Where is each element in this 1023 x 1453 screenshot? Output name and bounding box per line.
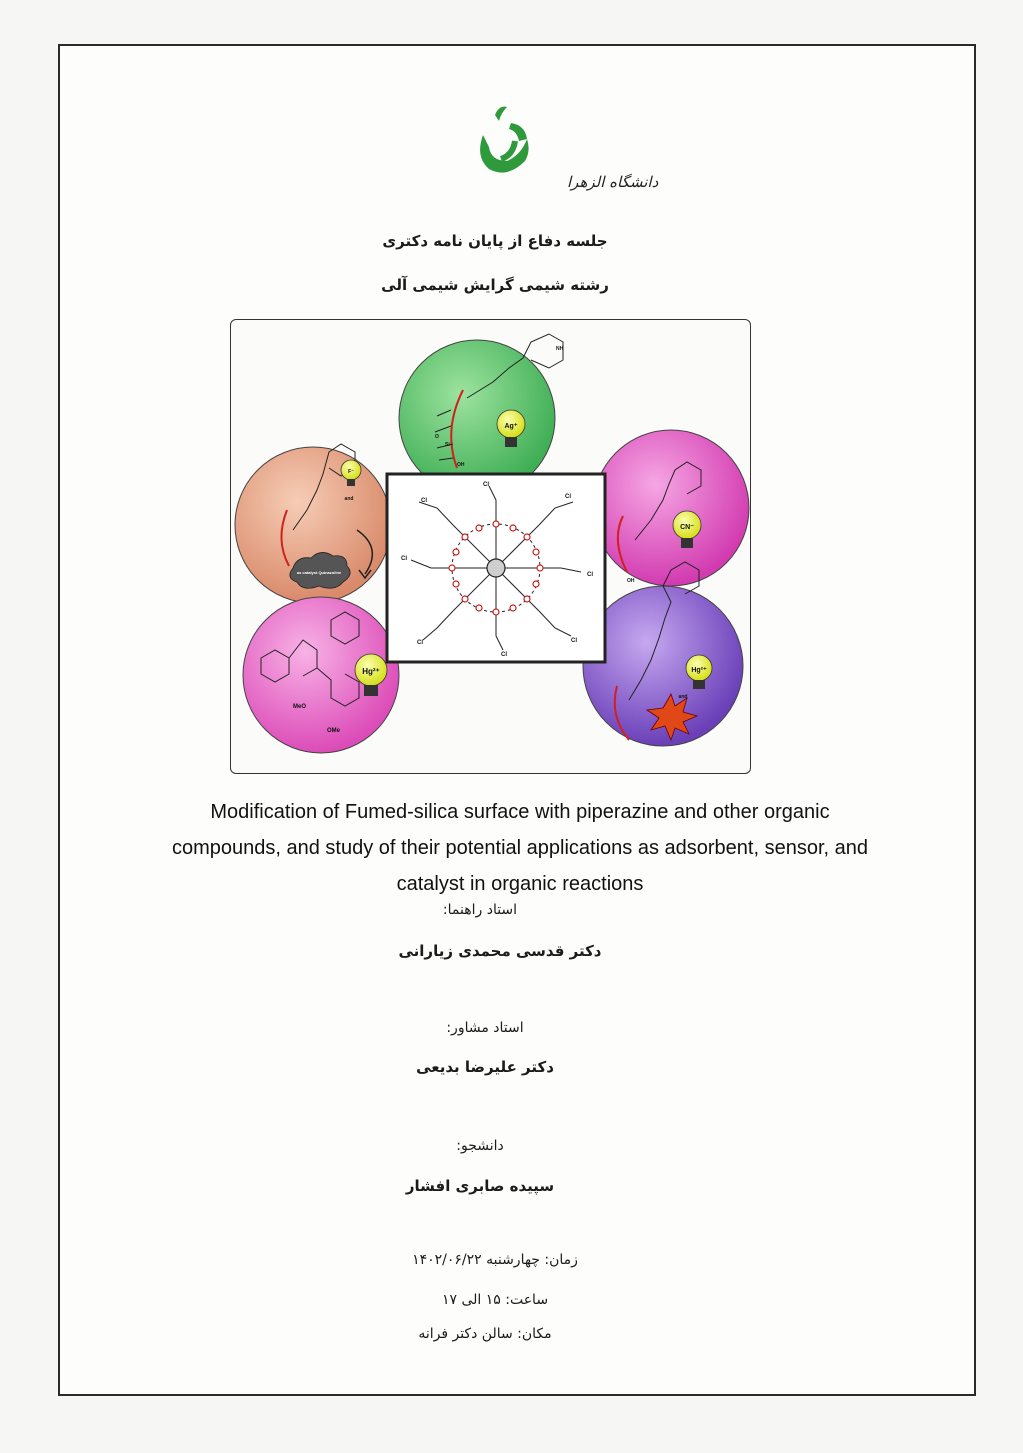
advisor-name: دکتر علیرضا بدیعی — [416, 1058, 554, 1076]
and-label: and — [344, 496, 354, 502]
catalyst-label: as catalyst Quinazoline — [296, 570, 342, 575]
defense-time: ساعت: ۱۵ الی ۱۷ — [441, 1292, 549, 1308]
cl-label: Cl — [565, 494, 571, 500]
supervisor-name: دکتر قدسی محمدی زیارانی — [398, 942, 602, 960]
student-label: دانشجو: — [456, 1138, 504, 1154]
logo-emblem-icon — [455, 95, 659, 195]
defense-location: مکان: سالن دکتر فرانه — [418, 1326, 552, 1342]
nh-label: NH — [556, 346, 564, 352]
logo-text: دانشگاه الزهرا — [567, 173, 659, 191]
o-label: O — [435, 434, 439, 440]
thesis-title-line: catalyst in organic reactions — [396, 873, 644, 895]
cl-label: Cl — [483, 482, 489, 488]
graphical-abstract-svg — [231, 320, 752, 775]
field-of-study: رشته شیمی گرایش شیمی آلی — [381, 276, 609, 294]
bulb-label: Ag⁺ — [504, 423, 518, 430]
meo-label: MeO — [293, 704, 307, 710]
oh-label: OH — [457, 462, 465, 468]
cl-label: Cl — [501, 652, 507, 658]
defense-session-title: جلسه دفاع از پایان نامه دکتری — [382, 232, 608, 250]
cl-label: Cl — [571, 638, 577, 644]
cl-label: Cl — [417, 640, 423, 646]
graphical-abstract — [230, 319, 751, 774]
bulb-label: CN⁻ — [680, 524, 694, 531]
supervisor-label: استاد راهنما: — [442, 902, 518, 918]
thesis-title-line: Modification of Fumed-silica surface with piperazine and other organic — [210, 801, 830, 823]
oh-label: OH — [627, 578, 635, 584]
and-label: and — [678, 694, 688, 700]
pink-circle-right — [593, 430, 749, 586]
thesis-title — [140, 794, 900, 902]
bulb-label: Hg²⁺ — [362, 667, 380, 676]
cl-label: Cl — [587, 572, 593, 578]
si-label: Si — [445, 442, 450, 448]
university-logo — [455, 95, 659, 195]
bulb-label: Hg²⁺ — [691, 667, 707, 674]
defense-date: زمان: چهارشنبه ۱۴۰۲/۰۶/۲۲ — [412, 1252, 578, 1268]
ome-label: OMe — [327, 728, 341, 734]
cl-label: Cl — [401, 556, 407, 562]
advisor-label: استاد مشاور: — [446, 1020, 524, 1036]
silica-core — [487, 559, 505, 577]
thesis-title-line: compounds, and study of their potential applications as adsorbent, sensor, and — [171, 837, 868, 859]
student-name: سپیده صابری افشار — [405, 1177, 555, 1195]
cl-label: Cl — [421, 498, 427, 504]
bulb-label: F⁻ — [348, 469, 354, 475]
